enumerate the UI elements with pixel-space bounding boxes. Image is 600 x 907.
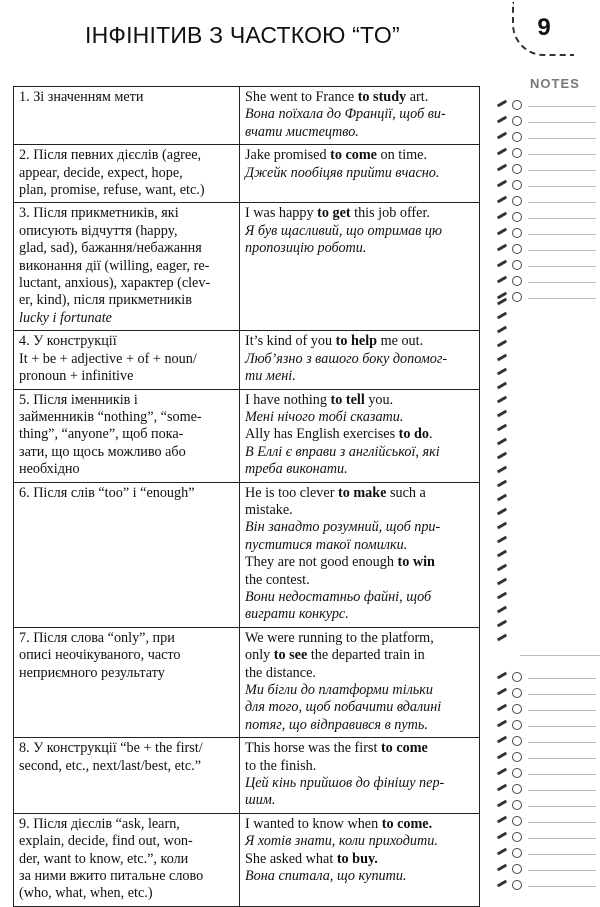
table-row (14, 87, 480, 145)
ring-hole (512, 688, 522, 698)
rule-line: thing”, “anyone”, щоб пока- (19, 426, 184, 443)
translation: треба виконати. (245, 461, 348, 478)
translation: Мені нічого тобі сказати. (245, 408, 404, 425)
example-text: I was happy (245, 205, 318, 222)
ring-hole (512, 768, 522, 778)
infinitive: to study (357, 89, 407, 105)
rule-cell (14, 87, 240, 145)
translation: Вони недостатньо файні, щоб (245, 588, 432, 605)
ring-hole (512, 276, 522, 286)
rule-line: необхідно (19, 461, 80, 478)
ruled-line (528, 726, 596, 727)
example-text: I wanted to know when (245, 815, 382, 832)
example-cell (240, 813, 480, 906)
ruled-line (528, 838, 596, 839)
ring-hole (512, 116, 522, 126)
example-text: you. (364, 391, 394, 408)
rule-line: second, etc., next/last/best, etc.” (19, 757, 202, 774)
rule-line: 5. Після іменників і (19, 391, 138, 408)
rule-line: описують відчуття (happy, (19, 222, 178, 239)
ruled-line (528, 694, 596, 695)
rule-line: plan, promise, refuse, want, etc.) (19, 182, 205, 199)
translation: Ми бігли до платформи тільки (245, 682, 433, 698)
ring-hole (512, 292, 522, 302)
example-text: I have nothing (245, 391, 331, 408)
example-text: This horse was the first (245, 740, 381, 757)
rule-line: pronoun + infinitive (19, 368, 134, 385)
rule-line: 2. Після певних дієслів (agree, (19, 147, 202, 164)
rule-line: 3. Після прикметників, які (19, 205, 179, 222)
rule-cell (14, 482, 240, 627)
translation: потяг, що відправився в путь. (245, 716, 428, 733)
ring-hole (512, 164, 522, 174)
ruled-line (528, 202, 596, 203)
translation: ти мені. (245, 368, 296, 385)
ring-hole (512, 848, 522, 858)
rule-line: за ними вжито питальне слово (19, 868, 204, 885)
table-row (14, 331, 480, 389)
ring-hole (512, 260, 522, 270)
example-cell (240, 203, 480, 331)
rule-line: 7. Після слова “only”, при (19, 629, 175, 646)
ruled-line (528, 758, 596, 759)
table-row (14, 389, 480, 482)
infinitive: to get (317, 205, 351, 222)
ring-hole (512, 800, 522, 810)
example-text: such a (386, 484, 426, 501)
ring-hole (512, 100, 522, 110)
rule-line: неприємного результату (19, 664, 165, 681)
ruled-line (528, 710, 596, 711)
rule-line: glad, sad), бажання/небажання (19, 240, 202, 257)
ring-hole (512, 672, 522, 682)
notes-label: NOTES (530, 76, 580, 91)
ring-hole (512, 212, 522, 222)
ring-hole (512, 228, 522, 238)
infinitive: to buy. (336, 850, 378, 867)
translation: Я був щасливий, що отримав цю (245, 222, 442, 239)
infinitive: to come (330, 147, 377, 164)
rule-line: lucky і fortunate (19, 309, 112, 326)
rule-line: er, kind), після прикметників (19, 292, 192, 309)
translation: Я хотів знати, коли приходити. (245, 833, 438, 850)
table-row (14, 482, 480, 627)
example-cell (240, 331, 480, 389)
infinitive: to make (337, 484, 387, 501)
example-text: the contest. (245, 571, 310, 588)
ring-hole (512, 244, 522, 254)
translation: Вона спитала, що купити. (245, 868, 407, 885)
translation: Він занадто розумний, щоб при- (245, 519, 441, 536)
example-text: She asked what (245, 850, 337, 867)
example-text: on time. (376, 147, 428, 164)
grammar-table (13, 86, 480, 907)
ruled-line (528, 218, 596, 219)
ruled-line (528, 854, 596, 855)
ruled-line (528, 822, 596, 823)
translation: В Еллі є вправи з англійської, які (245, 443, 440, 460)
example-text: Ally has English exercises (245, 426, 399, 443)
example-text: . (429, 426, 433, 443)
ring-hole (512, 196, 522, 206)
ring-hole (512, 864, 522, 874)
ruled-line (528, 806, 596, 807)
ruled-line (528, 234, 596, 235)
ruled-line (528, 170, 596, 171)
rule-line: зати, що щось можливо або (19, 443, 186, 460)
table-row (14, 145, 480, 203)
infinitive: to tell (330, 391, 365, 408)
translation: виграти конкурс. (245, 606, 349, 623)
infinitive: to win (397, 554, 435, 571)
infinitive: to help (335, 333, 378, 350)
page-title: ІНФІНІТИВ З ЧАСТКОЮ “TO” (85, 22, 400, 48)
rule-cell (14, 738, 240, 814)
ruled-line (528, 186, 596, 187)
table-row (14, 203, 480, 331)
ring-hole (512, 148, 522, 158)
ruled-line (528, 154, 596, 155)
ring-hole (512, 880, 522, 890)
rule-cell (14, 813, 240, 906)
example-cell (240, 627, 480, 737)
ruled-line (528, 774, 596, 775)
ruled-line (528, 298, 596, 299)
table-row (14, 627, 480, 737)
example-text: They are not good enough (245, 554, 398, 571)
ring-hole (512, 784, 522, 794)
infinitive: to see (273, 647, 308, 664)
translation: пуститися такої помилки. (245, 536, 408, 553)
example-text: It’s kind of you (245, 333, 336, 350)
rule-cell (14, 331, 240, 389)
infinitive: to do (398, 426, 430, 443)
rule-line: 1. Зі значенням мети (19, 89, 144, 105)
ruled-line (528, 138, 596, 139)
ring-hole (512, 132, 522, 142)
example-text: Jake promised (245, 147, 331, 164)
example-text: to the finish. (245, 757, 317, 774)
example-cell (240, 87, 480, 145)
translation: Вона поїхала до Франції, щоб ви- (245, 106, 446, 123)
example-text: the departed train in (307, 647, 425, 664)
ring-hole (512, 180, 522, 190)
ring-hole (512, 736, 522, 746)
rule-line: 8. У конструкції “be + the first/ (19, 740, 203, 757)
ruled-line (528, 250, 596, 251)
ruled-line (528, 742, 596, 743)
rule-line: der, want to know, etc.”, коли (19, 850, 189, 867)
rule-line: luctant, anxious), характер (clev- (19, 275, 211, 292)
ring-hole (512, 816, 522, 826)
table-row (14, 738, 480, 814)
notebook-strip (492, 0, 600, 899)
ring-hole (512, 720, 522, 730)
table-row (14, 813, 480, 906)
ruled-line (528, 790, 596, 791)
ruled-line (520, 655, 600, 656)
example-text: She went to France (245, 89, 358, 105)
infinitive: to come (380, 740, 428, 757)
rule-cell (14, 203, 240, 331)
ring-hole (512, 752, 522, 762)
rule-line: explain, decide, find out, won- (19, 833, 193, 850)
example-text: We were running to the platform, (245, 629, 434, 646)
example-text: mistake. (245, 501, 293, 518)
example-text: me out. (377, 333, 424, 350)
rule-line: займенників “nothing”, “some- (19, 408, 202, 425)
ruled-line (528, 282, 596, 283)
rule-cell (14, 627, 240, 737)
ruled-line (528, 106, 596, 107)
ruled-line (528, 122, 596, 123)
rule-line: 9. Після дієслів “ask, learn, (19, 815, 180, 832)
example-text: He is too clever (245, 484, 338, 501)
example-text: only (245, 647, 274, 664)
example-text: the distance. (245, 664, 316, 681)
example-cell (240, 145, 480, 203)
example-cell (240, 482, 480, 627)
example-cell (240, 738, 480, 814)
example-cell (240, 389, 480, 482)
rule-line: 6. Після слів “too” і “enough” (19, 484, 195, 501)
example-text: art. (406, 89, 429, 105)
rule-line: (who, what, when, etc.) (19, 885, 153, 902)
ring-hole (512, 832, 522, 842)
rule-line: appear, decide, expect, hope, (19, 164, 183, 181)
rule-line: виконання дії (willing, eager, re- (19, 257, 210, 274)
infinitive: to come. (381, 815, 433, 832)
ring-hole (512, 704, 522, 714)
page-number: 9 (512, 2, 574, 56)
ruled-line (528, 266, 596, 267)
translation: вчати мистецтво. (245, 123, 359, 140)
rule-cell (14, 145, 240, 203)
translation: Цей кінь прийшов до фінішу пер- (245, 775, 445, 792)
ruled-line (528, 886, 596, 887)
translation: Джейк пообіцяв прийти вчасно. (245, 164, 440, 181)
example-text: this job offer. (350, 205, 430, 222)
rule-line: It + be + adjective + of + noun/ (19, 350, 197, 367)
ruled-line (528, 870, 596, 871)
translation: шим. (245, 792, 276, 809)
translation: Люб’язно з вашого боку допомог- (245, 350, 448, 367)
rule-line: описі неочікуваного, часто (19, 647, 181, 664)
rule-line: 4. У конструкції (19, 333, 117, 350)
translation: пропозицію роботи. (245, 240, 367, 257)
translation: для того, щоб побачити вдалині (245, 699, 442, 716)
ruled-line (528, 678, 596, 679)
rule-cell (14, 389, 240, 482)
